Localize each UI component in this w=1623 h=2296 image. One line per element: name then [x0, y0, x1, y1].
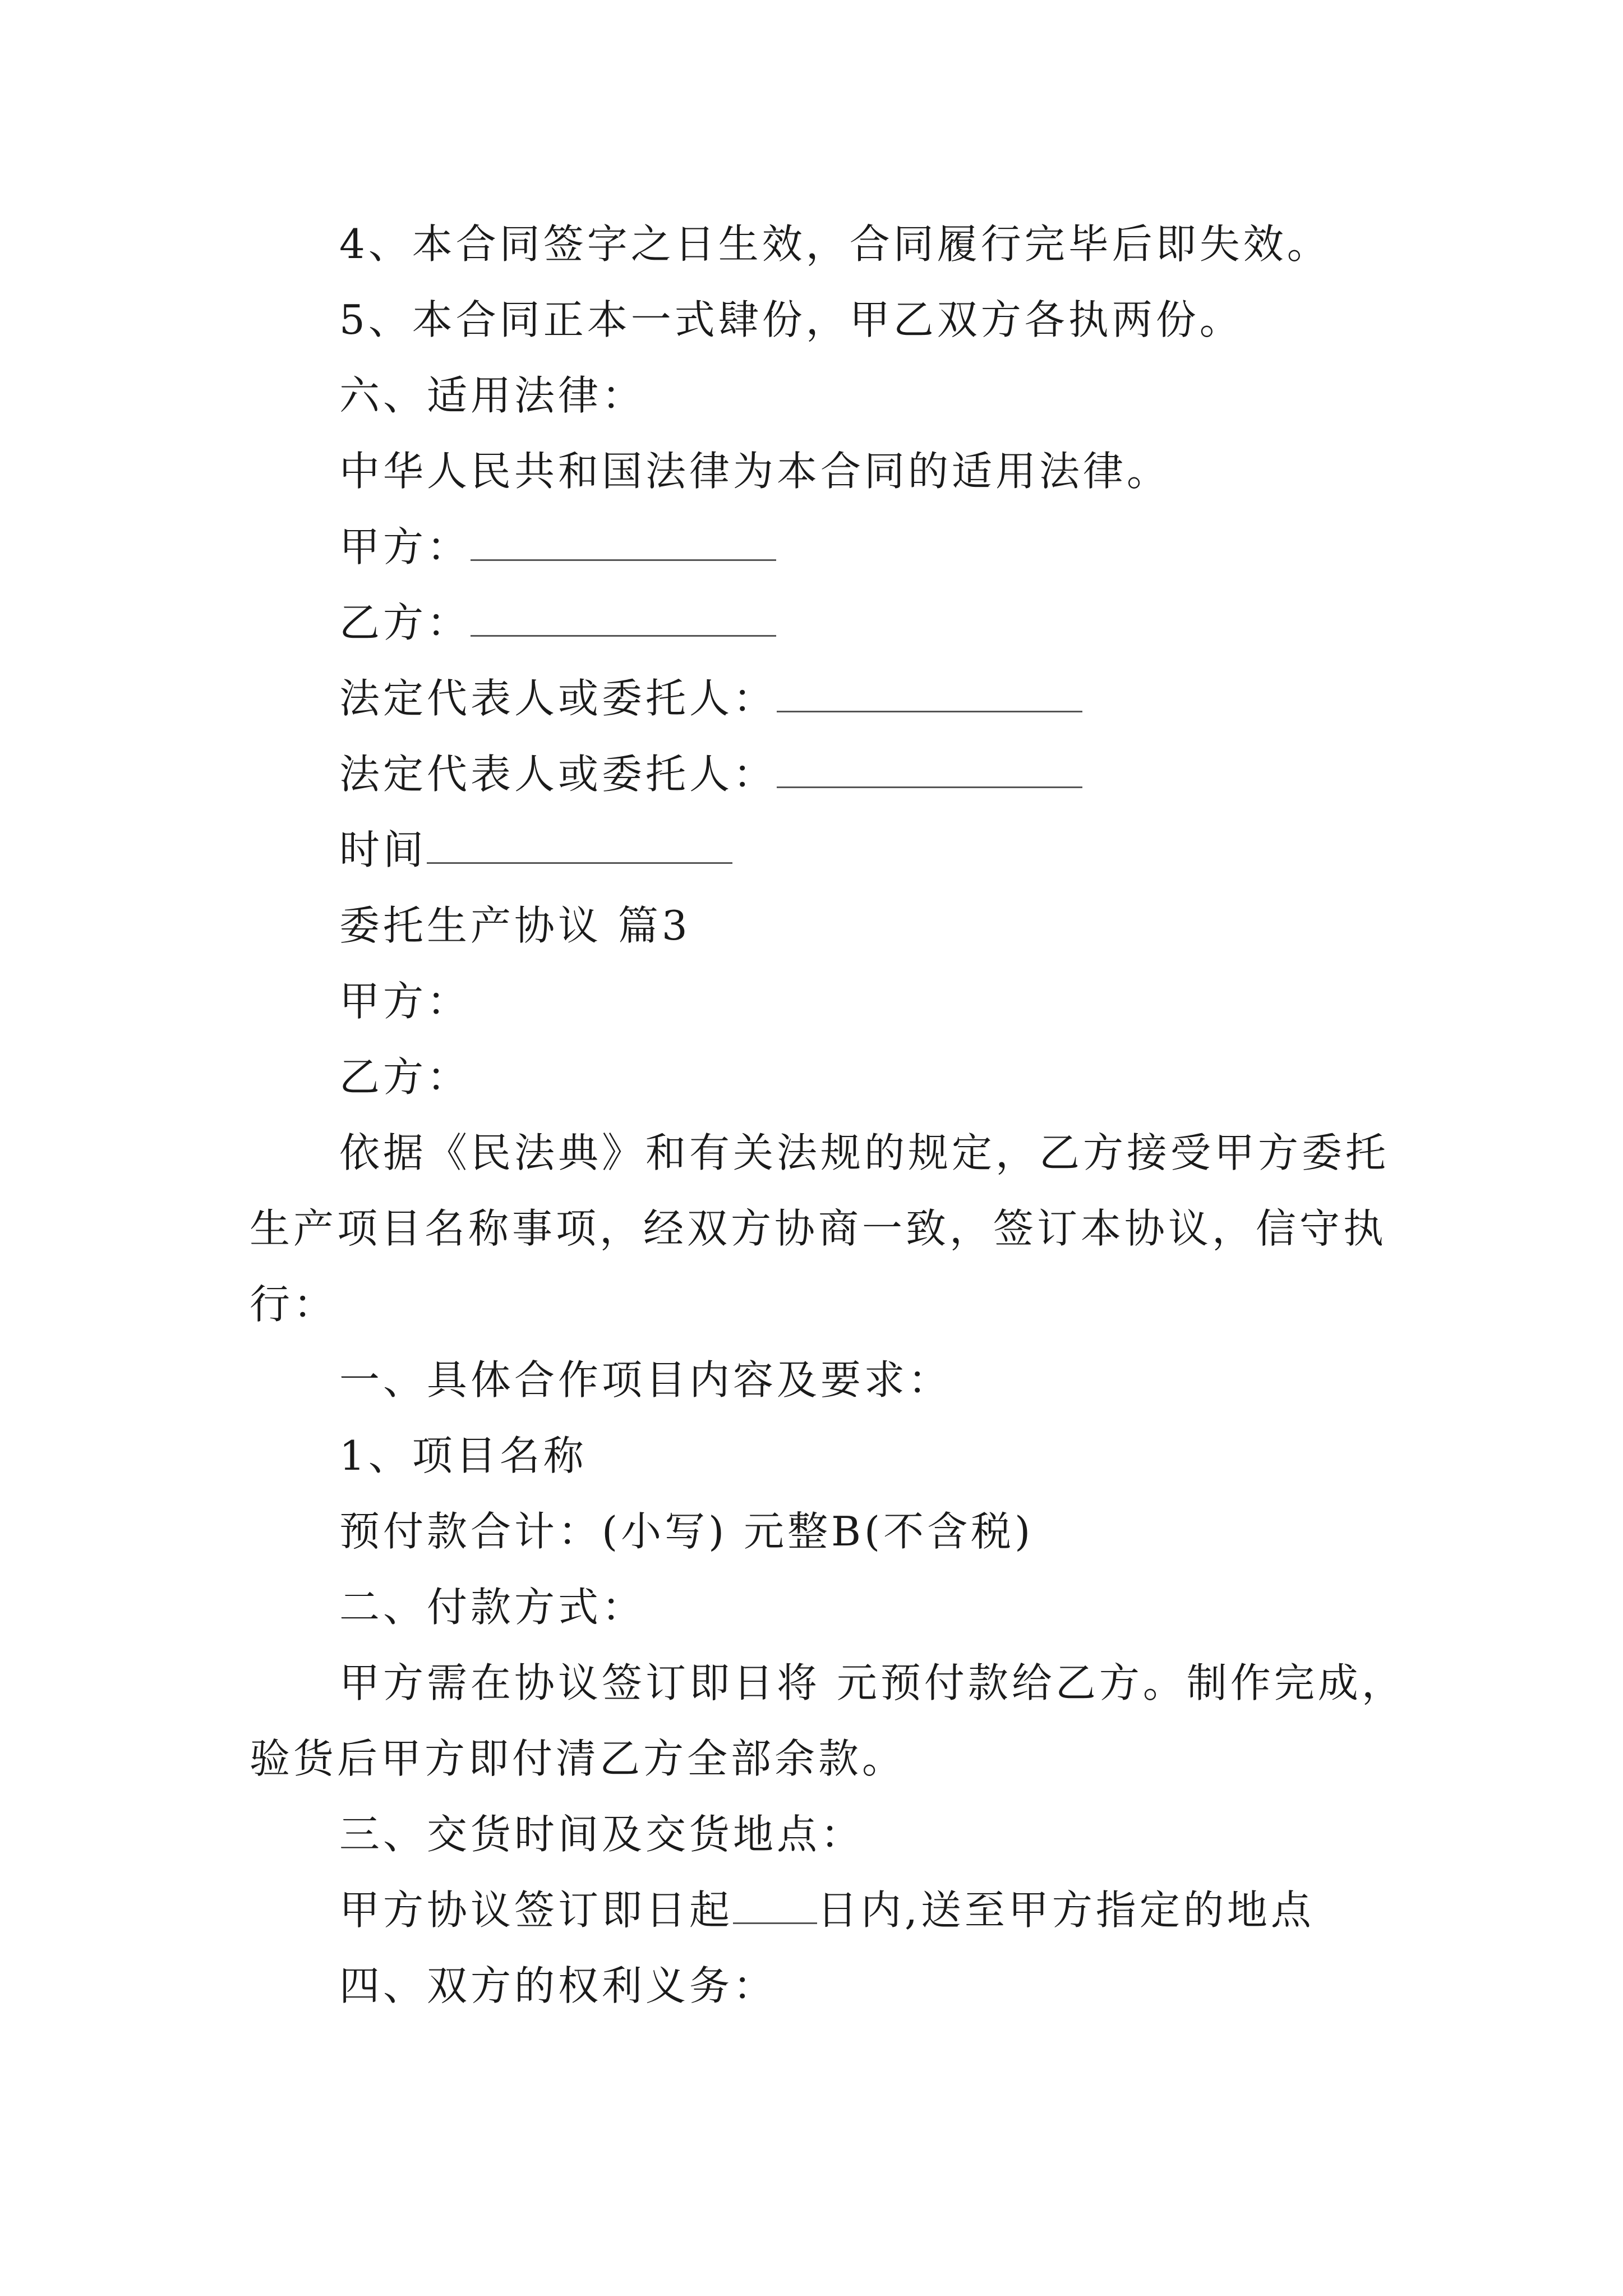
representative-a-blank — [777, 679, 1082, 712]
representative-b-label: 法定代表人或委托人： — [339, 751, 777, 798]
project-name: 1、项目名称 — [339, 1432, 587, 1479]
delivery-clause-end: 日内,送至甲方指定的地点 — [817, 1887, 1315, 1934]
party-a-heading: 甲方： — [339, 978, 471, 1025]
party-a-label: 甲方： — [339, 523, 471, 570]
delivery-clause — [339, 1882, 1315, 1938]
preamble-line-2: 生产项目名称事项，经双方协商一致，签订本协议，信守执 — [250, 1205, 1387, 1252]
representative-b-line — [339, 746, 1082, 802]
prepayment-total: 预付款合计：(小写) 元整B(不含税) — [339, 1508, 1034, 1555]
delivery-clause-start: 甲方协议签订即日起 — [339, 1887, 734, 1934]
section-heading-project: 一、具体合作项目内容及要求： — [339, 1356, 952, 1404]
party-a-blank — [471, 528, 776, 561]
party-b-signature-line — [339, 595, 776, 651]
agreement-title: 委托生产协议 篇3 — [339, 902, 691, 949]
representative-a-label: 法定代表人或委托人： — [339, 675, 777, 722]
clause-law: 中华人民共和国法律为本合同的适用法律。 — [339, 448, 1171, 495]
preamble-line-1: 依据《民法典》和有关法规的规定，乙方接受甲方委托 — [339, 1129, 1390, 1176]
party-b-heading: 乙方： — [339, 1053, 471, 1101]
payment-line-2: 验货后甲方即付清乙方全部余款。 — [250, 1735, 906, 1782]
date-line — [339, 822, 732, 878]
clause-effective: 4、本合同签字之日生效，合同履行完毕后即失效。 — [339, 220, 1331, 268]
section-heading-payment: 二、付款方式： — [339, 1584, 646, 1631]
clause-copies: 5、本合同正本一式肆份，甲乙双方各执两份。 — [339, 296, 1243, 343]
payment-line-1: 甲方需在协议签订即日将 元预付款给乙方。制作完成， — [339, 1659, 1405, 1706]
section-heading-law: 六、适用法律： — [339, 372, 646, 419]
section-heading-rights: 四、双方的权利义务： — [339, 1962, 777, 2009]
section-heading-delivery: 三、交货时间及交货地点： — [339, 1811, 865, 1858]
date-blank — [427, 831, 732, 864]
date-label: 时间 — [339, 826, 427, 873]
delivery-days-blank — [733, 1891, 817, 1924]
party-b-blank — [471, 604, 776, 637]
party-b-label: 乙方： — [339, 599, 471, 646]
representative-b-blank — [777, 755, 1082, 788]
party-a-signature-line — [339, 519, 776, 575]
preamble-line-3: 行： — [250, 1281, 338, 1328]
representative-a-line — [339, 670, 1082, 726]
